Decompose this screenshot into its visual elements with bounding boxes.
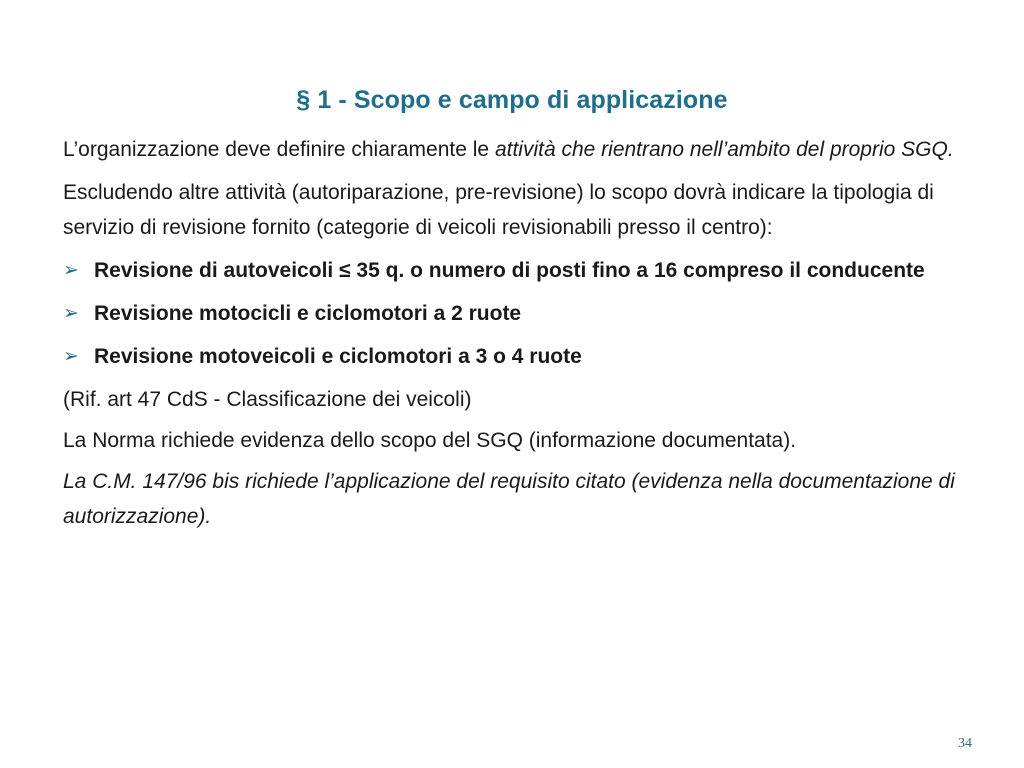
paragraph-scope-definition-text: L’organizzazione deve definire chiaramente le: [63, 138, 495, 161]
slide-body: [63, 132, 983, 542]
paragraph-circular-requirement: La C.M. 147/96 bis richiede l’applicazione del requisito citato (evidenza nella documentazione di autorizzazione).: [63, 470, 955, 528]
arrow-bullet-icon: ➢: [63, 345, 79, 367]
list-item: [63, 253, 983, 288]
list-item: [63, 296, 983, 331]
page-number: 34: [958, 736, 972, 751]
paragraph-exclusions: Escludendo altre attività (autoriparazione, pre-revisione) lo scopo dovrà indicare la tipologia di servizio di revisione fornito (categorie di veicoli revisionabili presso il centro):: [63, 181, 934, 239]
list-item: [63, 339, 983, 374]
arrow-bullet-icon: ➢: [63, 302, 79, 324]
list-item-text: Revisione di autoveicoli ≤ 35 q. o numero di posti fino a 16 compreso il conducente: [94, 259, 925, 282]
paragraph-scope-definition: [63, 132, 983, 167]
paragraph-reference: (Rif. art 47 CdS - Classificazione dei veicoli): [63, 388, 472, 411]
list-item-text: Revisione motoveicoli e ciclomotori a 3 o 4 ruote: [94, 345, 582, 368]
paragraph-scope-definition-emphasis: attività che rientrano nell’ambito del proprio SGQ.: [494, 138, 954, 161]
arrow-bullet-icon: ➢: [63, 259, 79, 281]
slide-title: § 1 - Scopo e campo di applicazione: [296, 86, 728, 114]
paragraph-norm-requirement: La Norma richiede evidenza dello scopo del SGQ (informazione documentata).: [63, 429, 797, 452]
list-item-text: Revisione motocicli e ciclomotori a 2 ruote: [94, 302, 522, 325]
